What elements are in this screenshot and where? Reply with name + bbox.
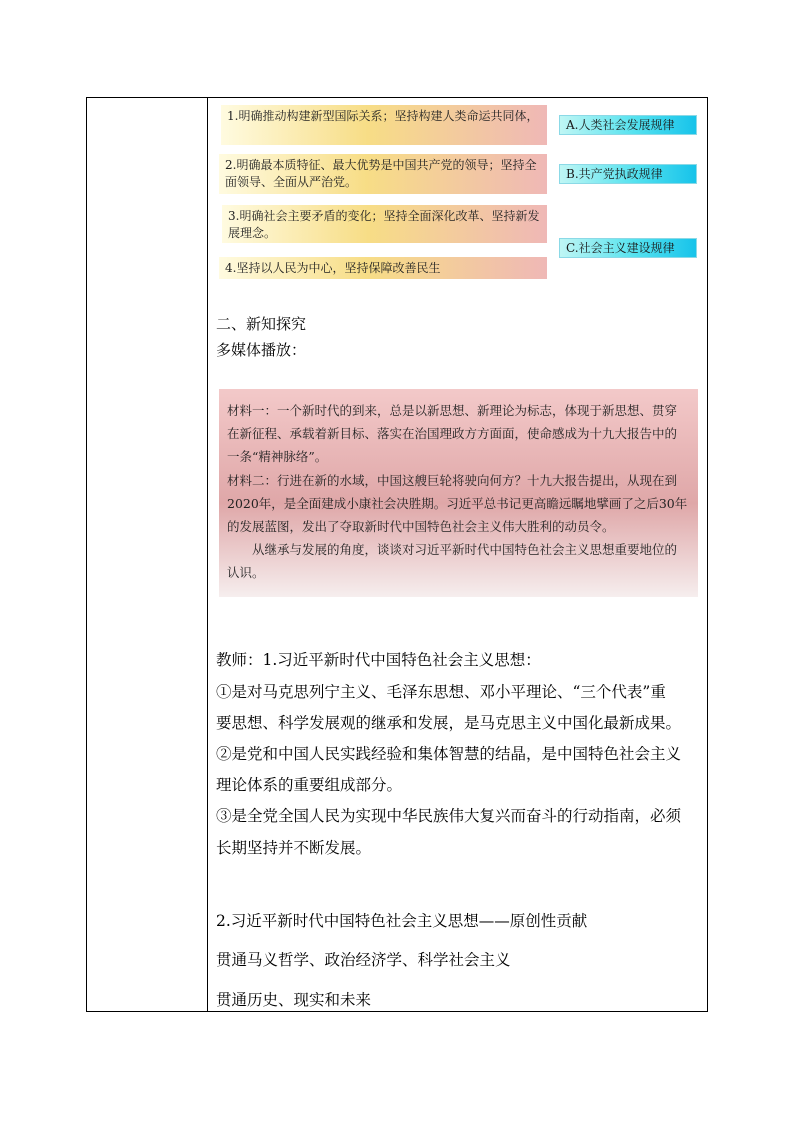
section-subheading: 多媒体播放： [216,341,307,359]
contribution-title: 2.习近平新时代中国特色社会主义思想——原创性贡献 [216,912,588,930]
matching-option-c: C.社会主义建设规律 [559,238,697,258]
teacher-line-5: ③是全党全国人民为实现中华民族伟大复兴而奋斗的行动指南，必须 [216,807,682,825]
material-one: 材料一：一个新时代的到来，总是以新思想、新理论为标志，体现于新思想、贯穿在新征程、承载着新目标、落实在治国理政方方面面，使命感成为十九大报告中的一条“精神脉络”。 [227,403,678,465]
matching-item-2: 2.明确最本质特征、最大优势是中国共产党的领导；坚持全面领导、全面从严治党。 [219,154,547,194]
matching-item-3: 3.明确社会主要矛盾的变化；坚持全面深化改革、坚持新发展理念。 [222,205,547,243]
contribution-line-1: 贯通马义哲学、政治经济学、科学社会主义 [216,951,511,969]
teacher-line-1: ①是对马克思列宁主义、毛泽东思想、邓小平理论、“三个代表”重 [216,683,666,701]
section-heading: 二、新知探究 [216,315,307,333]
teacher-line-6: 长期坚持并不断发展。 [216,839,372,857]
matching-item-1: 1.明确推动构建新型国际关系；坚持构建人类命运共同体， [221,105,547,145]
column-divider [207,97,208,1012]
material-question: 从继承与发展的角度，谈谈对习近平新时代中国特色社会主义思想重要地位的认识。 [227,542,678,581]
teacher-line-2: 要思想、科学发展观的继承和发展，是马克思主义中国化最新成果。 [216,714,682,732]
matching-option-a: A.人类社会发展规律 [559,115,697,135]
matching-item-4: 4.坚持以人民为中心，坚持保障改善民生 [219,257,547,279]
teacher-line-4: 理论体系的重要组成部分。 [216,776,403,794]
matching-option-b: B.共产党执政规律 [559,164,697,184]
contribution-line-2: 贯通历史、现实和未来 [216,991,372,1009]
material-box [219,389,698,597]
teacher-line-0: 教师：1.习近平新时代中国特色社会主义思想： [216,651,541,669]
material-two: 材料二：行进在新的水域，中国这艘巨轮将驶向何方？十九大报告提出，从现在到2020年，是全面建成小康社会决胜期。习近平总书记更高瞻远瞩地擘画了之后30年的发展蓝图，发出了夺取新时代中国特色社会主义伟大胜利的动员令。 [227,472,688,535]
teacher-line-3: ②是党和中国人民实践经验和集体智慧的结晶，是中国特色社会主义 [216,745,682,763]
